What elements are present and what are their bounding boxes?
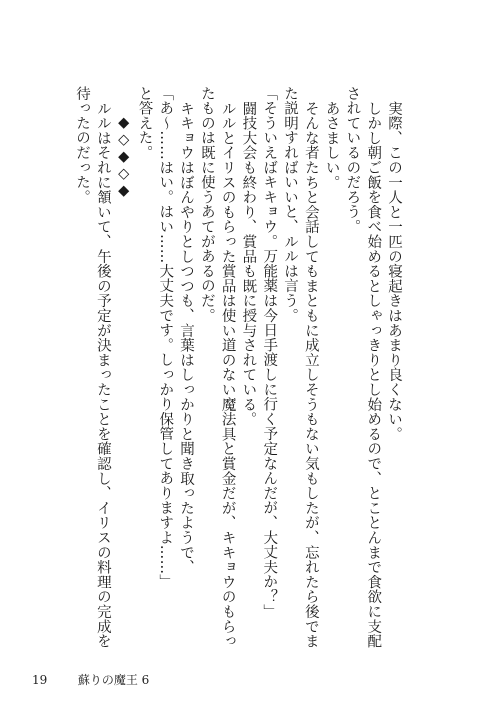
body-text — [74, 86, 404, 658]
paragraph-7: キキョウはぼんやりとしつつも、言葉はしっかりと聞き取ったようで、 — [178, 100, 195, 575]
paragraph-1: 実際、この一人と一匹の寝起きはあまり良くない。 — [386, 100, 402, 441]
paragraph-4: そんな者たちと会話してもまともに成立しそうもない気もしたが、忘れたら後でまた説明すればいいと、ルルは言う。 — [282, 86, 319, 649]
paragraph-2: しかし朝ご飯を食べ始めるとしゃっきりとし始めるので、とことんまで食欲に支配されているのだろう。 — [344, 86, 382, 649]
scene-break-divider: ◆◇◆◇◆ — [115, 115, 132, 200]
paragraph-6: ルルとイリスのもらった賞品は使い道のない魔法具と賞金だが、キキョウのもらったものは既に使うあてがあるのだ。 — [198, 86, 236, 649]
page-footer — [32, 671, 149, 688]
dialogue-2: 「あ〜……はい。はい……大丈夫です。しっかり保管してありますよ……」 — [157, 86, 174, 590]
running-title: 蘇りの魔王 6 — [77, 673, 150, 687]
dialogue-tag: と答えた。 — [136, 86, 153, 160]
paragraph-8: ルルはそれに頷いて、午後の予定が決まったことを確認し、イリスの料理の完成を待ったのだった。 — [74, 86, 111, 649]
dialogue-1: 「そういえばキキョウ。万能薬は今日手渡しに行く予定なんだが、大丈夫か？」 — [261, 86, 278, 619]
paragraph-3: あさましい。 — [323, 100, 340, 190]
paragraph-5: 闘技大会も終わり、賞品も既に授与されている。 — [240, 100, 257, 427]
page-number: 19 — [32, 673, 48, 687]
